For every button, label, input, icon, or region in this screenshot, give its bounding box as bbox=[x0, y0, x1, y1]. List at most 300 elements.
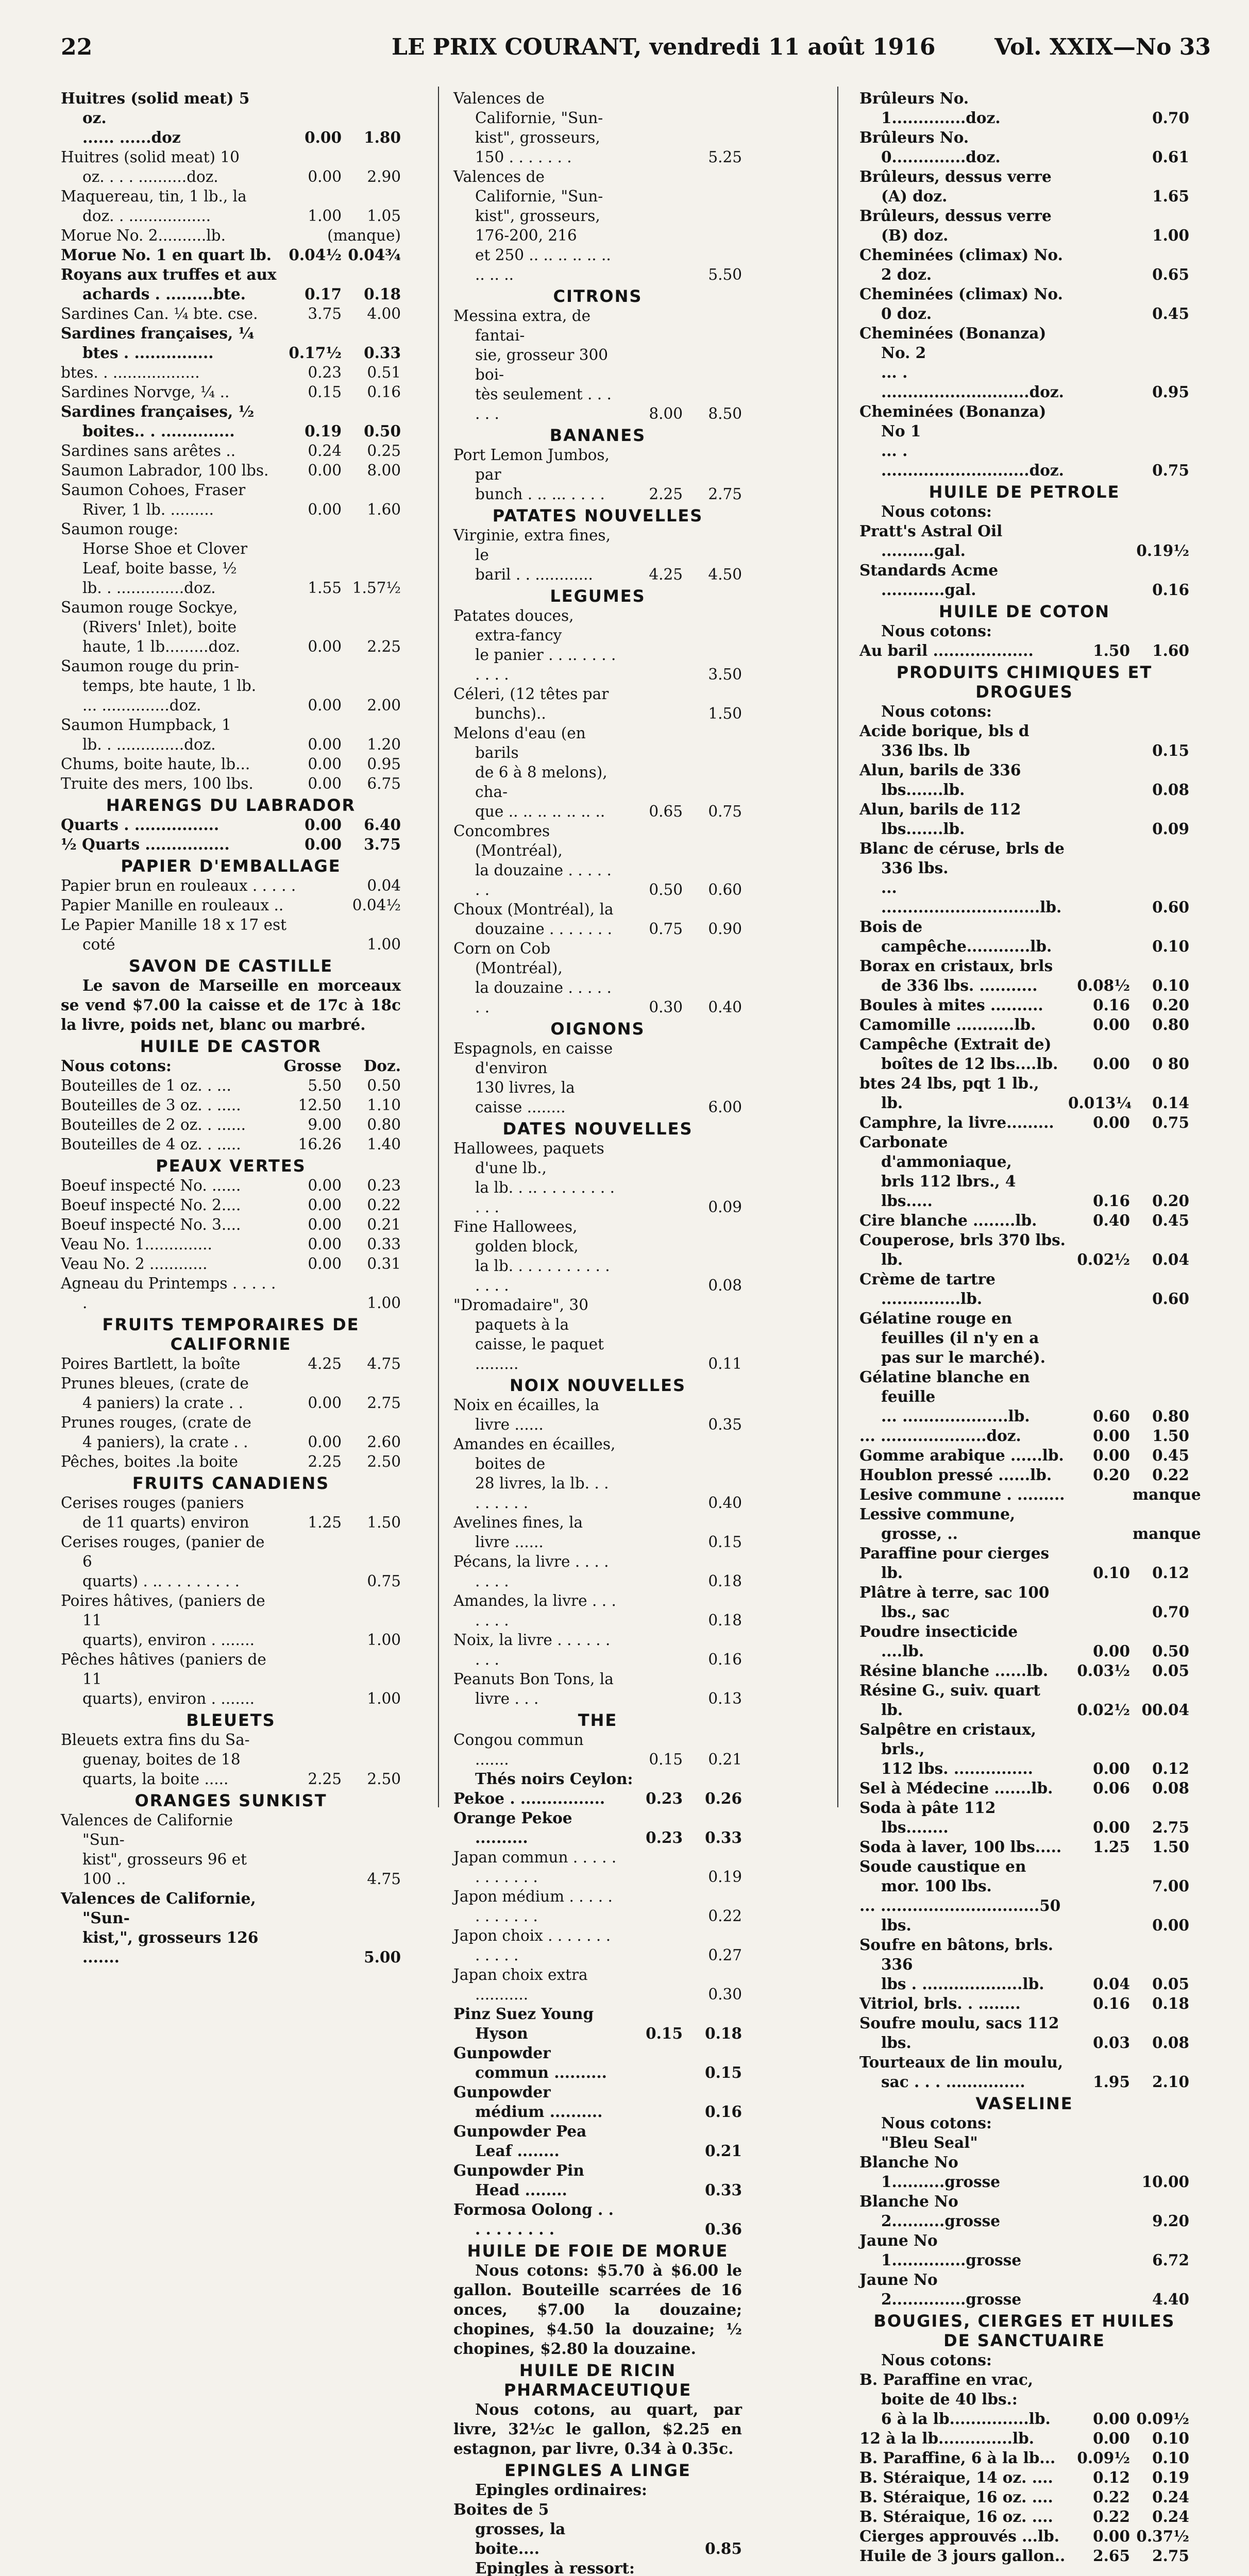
entry-description: Avelines fines, la livre ...... bbox=[453, 1514, 583, 1551]
section-heading: BLEUETS bbox=[186, 1710, 276, 1730]
price-entry bbox=[61, 1076, 401, 1095]
price-entry bbox=[859, 1935, 1189, 1994]
price-entry bbox=[859, 2468, 1189, 2487]
entry-description: B. Paraffine en vrac, boite de 40 lbs.: 6 à la lb...............lb. bbox=[859, 2370, 1051, 2428]
price-high: 0.18 bbox=[708, 1612, 742, 1629]
price-high: 0.22 bbox=[708, 1907, 742, 1925]
entry-description: Sardines Can. ¼ bte. cse. bbox=[61, 305, 258, 323]
price-entry bbox=[61, 147, 401, 187]
price-low: 0.30 bbox=[649, 998, 683, 1016]
price-low: 0.20 bbox=[1093, 1466, 1130, 1484]
entry-description: Le Papier Manille 18 x 17 est coté bbox=[61, 916, 287, 953]
price-entry bbox=[859, 284, 1189, 324]
entry-description: Résine blanche ......lb. bbox=[859, 1662, 1049, 1680]
entry-description: btes 24 lbs, pqt 1 lb., lb. bbox=[859, 1074, 1039, 1112]
entry-description: btes. . .................. bbox=[61, 364, 200, 381]
price-low: 0.00 bbox=[308, 755, 342, 773]
price-entry bbox=[61, 815, 401, 835]
price-high: Doz. bbox=[363, 1057, 401, 1075]
price-note: Nous cotons: $5.70 à $6.00 le gallon. Bouteille scarrées de 16 onces, $7.00 la douzaine; chopines, $4.50 la douzaine; ½ chopines, $2.80 la douzaine. bbox=[453, 2261, 742, 2358]
price-entry bbox=[61, 1254, 401, 1274]
price-high: 1.50 bbox=[367, 1514, 401, 1531]
price-entry bbox=[859, 1778, 1189, 1798]
entry-description: Bouteilles de 2 oz. . ...... bbox=[61, 1116, 246, 1133]
price-low: 2.65 bbox=[1093, 2547, 1130, 2565]
entry-description: Saumon Humpback, 1 lb. . ..............doz. bbox=[61, 716, 231, 753]
price-high: 0.33 bbox=[705, 1828, 742, 1846]
price-entry bbox=[453, 2161, 742, 2200]
price-high: 0.50 bbox=[364, 422, 401, 440]
entry-description: Soude caustique en mor. 100 lbs. bbox=[859, 1857, 1026, 1895]
entry-description: Huitres (solid meat) 10 oz. . . . ..........doz. bbox=[61, 148, 240, 185]
price-high: 0.33 bbox=[364, 344, 401, 362]
entry-description: Jaune No 2..............grosse bbox=[859, 2270, 1022, 2308]
price-low: 5.50 bbox=[308, 1077, 342, 1094]
column-divider bbox=[837, 87, 838, 1807]
price-high: 0.08 bbox=[1152, 781, 1189, 799]
price-high: 0.31 bbox=[367, 1255, 401, 1273]
price-low: 9.00 bbox=[308, 1116, 342, 1133]
price-high: 0.51 bbox=[367, 364, 401, 381]
price-entry bbox=[61, 324, 401, 363]
section-heading: ORANGES SUNKIST bbox=[134, 1791, 327, 1810]
entry-description: Morue No. 1 en quart lb. bbox=[61, 246, 272, 264]
price-high: 2.75 bbox=[1152, 2547, 1189, 2565]
price-entry bbox=[453, 1887, 742, 1926]
price-entry bbox=[61, 1134, 401, 1154]
price-high: 0.25 bbox=[367, 442, 401, 460]
price-entry bbox=[859, 128, 1189, 167]
entry-description: 12 à la lb..............lb. bbox=[859, 2429, 1035, 2447]
price-low: 0.00 bbox=[308, 1235, 342, 1253]
price-entry bbox=[453, 1039, 742, 1117]
entry-description: B. Paraffine, 6 à la lb... bbox=[859, 2449, 1056, 2467]
price-high: 2.75 bbox=[367, 1394, 401, 1412]
price-entry bbox=[61, 226, 401, 245]
price-low: 0.00 bbox=[308, 1394, 342, 1412]
entry-description: Bleuets extra fins du Sa- guenay, boites de 18 quarts, la boite ..... bbox=[61, 1731, 250, 1788]
entry-description: Sardines françaises, ½ boites.. . .............. bbox=[61, 402, 255, 440]
price-entry bbox=[61, 1215, 401, 1234]
price-low: 0.00 bbox=[308, 638, 342, 655]
entry-description: Saumon rouge Sockye, (Rivers' Inlet), boite haute, 1 lb.........doz. bbox=[61, 599, 241, 655]
entry-description: Brûleurs, dessus verre (A) doz. bbox=[859, 167, 1052, 205]
price-low: 1.55 bbox=[308, 579, 342, 597]
section-heading: FRUITS CANADIENS bbox=[132, 1473, 330, 1493]
price-entry bbox=[453, 821, 742, 900]
entry-description: Japan choix extra ........... bbox=[453, 1966, 588, 2003]
price-high: 0.61 bbox=[1152, 148, 1189, 166]
entry-description: Blanche No 1..........grosse bbox=[859, 2153, 1001, 2191]
price-entry bbox=[859, 995, 1189, 1015]
price-low: 0.00 bbox=[308, 501, 342, 518]
entry-description: Huile de 3 jours gallon.. bbox=[859, 2547, 1066, 2565]
entry-description: Truite des mers, 100 lbs. bbox=[61, 775, 254, 792]
price-entry bbox=[61, 1115, 401, 1134]
section-heading: PRODUITS CHIMIQUES ET DROGUES bbox=[896, 663, 1153, 702]
entry-description: Poires Bartlett, la boîte bbox=[61, 1355, 241, 1372]
price-entry bbox=[859, 1720, 1189, 1778]
price-entry bbox=[453, 1591, 742, 1630]
price-low: 1.25 bbox=[308, 1514, 342, 1531]
price-entry bbox=[61, 1354, 401, 1374]
price-entry bbox=[859, 2429, 1189, 2448]
entry-description: Gélatine blanche en feuille ... ....................lb. bbox=[859, 1368, 1030, 1425]
entry-description: Bouteilles de 3 oz. . ..... bbox=[61, 1096, 241, 1114]
price-low: 0.16 bbox=[1093, 1994, 1130, 2012]
entry-description: Gunpowder médium .......... bbox=[453, 2083, 603, 2121]
price-high: 1.65 bbox=[1152, 187, 1189, 205]
section-heading: NOIX NOUVELLES bbox=[510, 1376, 686, 1395]
price-entry bbox=[453, 1789, 742, 1808]
price-high: 0.22 bbox=[1152, 1466, 1189, 1484]
price-high: 0.60 bbox=[1152, 1290, 1189, 1308]
subheading: Nous cotons: bbox=[881, 2351, 992, 2369]
entry-description: Pêches, boites .la boite bbox=[61, 1453, 238, 1470]
price-high: 6.72 bbox=[1152, 2251, 1189, 2269]
price-high: 1.57½ bbox=[352, 579, 401, 597]
price-high: 0.16 bbox=[705, 2103, 742, 2121]
price-entry bbox=[61, 265, 401, 304]
price-entry bbox=[453, 1552, 742, 1591]
entry-description: Jaune No 1..............grosse bbox=[859, 2231, 1022, 2269]
price-high: 1.10 bbox=[367, 1096, 401, 1114]
price-low: 0.22 bbox=[1093, 2488, 1130, 2506]
entry-description: Maquereau, tin, 1 lb., la doz. . ................. bbox=[61, 188, 247, 225]
entry-description: Bois de campêche............lb. bbox=[859, 918, 1052, 955]
entry-description: Camphre, la livre......... bbox=[859, 1113, 1054, 1131]
price-high: 0.15 bbox=[1152, 741, 1189, 759]
price-high: 0.85 bbox=[705, 2539, 742, 2557]
entry-description: Cheminées (climax) No. 0 doz. bbox=[859, 285, 1063, 323]
entry-description: Prunes rouges, (crate de 4 paniers), la crate . . bbox=[61, 1414, 251, 1451]
entry-description: Orange Pekoe .......... bbox=[453, 1809, 572, 1846]
section-heading: PAPIER D'EMBALLAGE bbox=[121, 856, 341, 876]
entry-description: ... ..............................50 lbs. bbox=[859, 1896, 1061, 1934]
entry-description: Sel à Médecine .......lb. bbox=[859, 1779, 1053, 1797]
price-high: 0.65 bbox=[1152, 265, 1189, 283]
price-high: 4.40 bbox=[1152, 2290, 1189, 2308]
price-low: 0.02½ bbox=[1077, 1250, 1130, 1268]
price-entry bbox=[453, 306, 742, 423]
price-entry bbox=[61, 519, 401, 598]
entry-description: Céleri, (12 têtes par bunchs).. bbox=[453, 685, 609, 722]
price-high: 1.05 bbox=[367, 207, 401, 225]
price-high: 0.33 bbox=[705, 2181, 742, 2199]
price-entry bbox=[453, 939, 742, 1017]
price-entry bbox=[61, 715, 401, 754]
price-low: 16.26 bbox=[298, 1136, 342, 1153]
column-divider bbox=[438, 87, 439, 1807]
price-entry bbox=[453, 2082, 742, 2122]
price-high: 2.50 bbox=[367, 1770, 401, 1788]
price-low: (manque) bbox=[327, 227, 401, 244]
price-high: 00.04 bbox=[1141, 1701, 1189, 1719]
price-low: 0.23 bbox=[308, 364, 342, 381]
entry-description: Sardines françaises, ¼ btes . ............... bbox=[61, 324, 255, 362]
entry-description: Soda à laver, 100 lbs..... bbox=[859, 1838, 1062, 1856]
price-low: 0.00 bbox=[1093, 2410, 1130, 2428]
price-high: 1.50 bbox=[708, 705, 742, 722]
price-high: 0.75 bbox=[708, 803, 742, 820]
entry-description: Nous cotons: bbox=[61, 1057, 172, 1075]
price-entry bbox=[859, 1015, 1189, 1035]
price-entry bbox=[61, 876, 401, 895]
price-low: 0.19 bbox=[305, 422, 342, 440]
section-heading: CITRONS bbox=[553, 286, 643, 306]
entry-description: Gomme arabique ......lb. bbox=[859, 1446, 1064, 1464]
price-high: 0.21 bbox=[705, 2142, 742, 2160]
price-entry bbox=[453, 89, 742, 167]
price-low: 0.15 bbox=[649, 1751, 683, 1768]
section-heading: PATATES NOUVELLES bbox=[492, 506, 703, 526]
price-entry bbox=[61, 1095, 401, 1115]
price-high: 10.00 bbox=[1141, 2173, 1189, 2191]
page-title: LE PRIX COURANT, vendredi 11 août 1916 bbox=[392, 34, 936, 60]
entry-description: Campêche (Extrait de) boîtes de 12 lbs....lb. bbox=[859, 1035, 1058, 1073]
entry-description: Cheminées (climax) No. 2 doz. bbox=[859, 246, 1063, 283]
price-entry bbox=[859, 2546, 1189, 2566]
price-entry bbox=[61, 1650, 401, 1708]
price-low: 0.00 bbox=[308, 697, 342, 714]
price-low: 0.09½ bbox=[1077, 2449, 1130, 2467]
price-high: 0.80 bbox=[367, 1116, 401, 1133]
price-entry bbox=[61, 304, 401, 324]
price-high: 0.60 bbox=[708, 881, 742, 899]
price-high: 0.75 bbox=[367, 1572, 401, 1590]
subheading: Nous cotons: bbox=[881, 2114, 992, 2132]
price-high: 0.09½ bbox=[1136, 2410, 1189, 2428]
price-entry bbox=[859, 1230, 1189, 1269]
entry-description: Boeuf inspecté No. 2.... bbox=[61, 1196, 241, 1214]
price-entry bbox=[859, 521, 1189, 561]
price-entry bbox=[453, 526, 742, 584]
price-high: 0.10 bbox=[1152, 2429, 1189, 2447]
price-high: 0.19 bbox=[1152, 2468, 1189, 2486]
price-entry bbox=[61, 1176, 401, 1195]
price-high: 0.20 bbox=[1152, 1192, 1189, 1210]
entry-description: Port Lemon Jumbos, par bunch . .. ... . . . . bbox=[453, 446, 610, 503]
price-high: 0.18 bbox=[708, 1572, 742, 1590]
price-low: 1.95 bbox=[1093, 2073, 1130, 2091]
price-high: 0.04¾ bbox=[348, 246, 401, 264]
entry-description: Borax en cristaux, brls de 336 lbs. ........... bbox=[859, 957, 1053, 994]
price-entry bbox=[61, 1413, 401, 1452]
price-entry bbox=[453, 900, 742, 939]
price-entry bbox=[61, 1493, 401, 1532]
price-entry bbox=[859, 2192, 1189, 2231]
price-entry bbox=[859, 1446, 1189, 1465]
section-heading: HARENGS DU LABRADOR bbox=[106, 795, 356, 815]
entry-description: Paraffine pour cierges lb. bbox=[859, 1544, 1050, 1582]
entry-description: Houblon pressé ......lb. bbox=[859, 1466, 1052, 1484]
section-heading: BANANES bbox=[549, 426, 646, 445]
price-low: 0.00 bbox=[1093, 1055, 1130, 1073]
price-low: 0.00 bbox=[1093, 1015, 1130, 1033]
entry-description: Pekoe . ................ bbox=[453, 1789, 605, 1807]
price-high: 0.40 bbox=[708, 998, 742, 1016]
price-entry bbox=[61, 480, 401, 519]
section-heading: BOUGIES, CIERGES ET HUILES DE SANCTUAIRE bbox=[873, 2311, 1175, 2350]
price-column-right bbox=[859, 89, 1201, 2566]
price-low: 0.00 bbox=[1093, 1759, 1130, 1777]
price-entry bbox=[859, 2527, 1189, 2546]
page-header bbox=[57, 34, 1211, 70]
price-entry bbox=[453, 1669, 742, 1708]
entry-description: B. Stéraique, 16 oz. .... bbox=[859, 2488, 1053, 2506]
price-high: 0.45 bbox=[1152, 1211, 1189, 1229]
price-entry bbox=[859, 1035, 1189, 1074]
entry-description: B. Stéraique, 14 oz. .... bbox=[859, 2468, 1053, 2486]
price-low: 0.04 bbox=[367, 877, 401, 894]
section-heading: HUILE DE FOIE DE MORUE bbox=[467, 2241, 729, 2261]
price-high: 0.45 bbox=[1152, 304, 1189, 323]
section-heading: HUILE DE CASTOR bbox=[140, 1037, 322, 1056]
price-high: 0.05 bbox=[1152, 1662, 1189, 1680]
price-entry bbox=[453, 2043, 742, 2082]
price-low: 4.25 bbox=[649, 566, 683, 583]
entry-description: "Dromadaire", 30 paquets à la caisse, le paquet ......... bbox=[453, 1296, 604, 1372]
price-low: 0.15 bbox=[646, 2024, 683, 2042]
price-entry bbox=[61, 363, 401, 382]
section-heading: DATES NOUVELLES bbox=[502, 1119, 693, 1139]
entry-description: Brûleurs No. 0..............doz. bbox=[859, 128, 1001, 166]
price-low: 4.25 bbox=[308, 1355, 342, 1372]
entry-description: Cerises rouges (paniers de 11 quarts) environ bbox=[61, 1494, 249, 1531]
entry-description: Valences de Californie, "Sun- kist", grosseurs, 176-200, 216 et 250 .. .. .. .. .. .. .. .. .. bbox=[453, 168, 611, 283]
price-low: 1.25 bbox=[1093, 1838, 1130, 1856]
entry-description: Bouteilles de 1 oz. . ... bbox=[61, 1077, 231, 1094]
price-entry bbox=[859, 2448, 1189, 2468]
price-high: 6.00 bbox=[708, 1098, 742, 1116]
price-high: 0.12 bbox=[1152, 1759, 1189, 1777]
entry-description: Espagnols, en caisse d'environ 130 livres, la caisse ........ bbox=[453, 1040, 613, 1116]
price-low: 1.50 bbox=[1093, 641, 1130, 659]
price-column-middle bbox=[453, 89, 742, 2576]
entry-description: Choux (Montréal), la douzaine . . . . . . . bbox=[453, 901, 614, 938]
price-entry bbox=[61, 89, 401, 147]
price-high: 3.50 bbox=[708, 666, 742, 683]
entry-description: Soufre moulu, sacs 112 lbs. bbox=[859, 2014, 1059, 2052]
price-high: 0.80 bbox=[1152, 1015, 1189, 1033]
price-entry bbox=[859, 800, 1189, 839]
price-entry bbox=[61, 1591, 401, 1650]
price-low: 0.00 bbox=[308, 1196, 342, 1214]
price-high: 0.16 bbox=[708, 1651, 742, 1668]
price-low: 0.00 bbox=[305, 816, 342, 834]
entry-description: Amandes, la livre . . . . . . . bbox=[453, 1592, 616, 1629]
entry-description: Cheminées (Bonanza) No 1 ... . ............................doz. bbox=[859, 402, 1064, 479]
price-entry bbox=[61, 1889, 401, 1967]
price-entry bbox=[61, 1532, 401, 1591]
price-entry bbox=[61, 915, 401, 954]
price-high: 0.95 bbox=[367, 755, 401, 773]
price-entry bbox=[859, 956, 1189, 995]
entry-description: Saumon Labrador, 100 lbs. bbox=[61, 462, 269, 479]
subheading: Epingles à ressort: bbox=[475, 2559, 635, 2576]
price-low: 2.25 bbox=[308, 1770, 342, 1788]
price-high: 2.00 bbox=[367, 697, 401, 714]
price-high: manque bbox=[1133, 1524, 1201, 1543]
price-high: 0.00 bbox=[1152, 1916, 1189, 1934]
price-entry bbox=[859, 2153, 1189, 2192]
price-high: 1.20 bbox=[367, 736, 401, 753]
entry-description: Japan commun . . . . . . . . . . . . bbox=[453, 1849, 617, 1886]
entry-description: Blanc de céruse, brls de 336 lbs. ... ..............................lb. bbox=[859, 839, 1065, 916]
price-entry bbox=[859, 167, 1189, 206]
price-high: 2.75 bbox=[1152, 1818, 1189, 1836]
price-high: 5.00 bbox=[364, 1948, 401, 1966]
entry-description: Morue No. 2..........lb. bbox=[61, 227, 226, 244]
price-entry bbox=[859, 641, 1189, 660]
price-high: 1.00 bbox=[1152, 226, 1189, 244]
price-high: 4.75 bbox=[367, 1870, 401, 1888]
entry-description: Cierges approuvés ...lb. bbox=[859, 2527, 1060, 2545]
section-heading: OIGNONS bbox=[550, 1019, 645, 1039]
entry-description: Patates douces, extra-fancy le panier . . .. . . . . . . . . bbox=[453, 607, 616, 683]
entry-description: Gunpowder Pea Leaf ........ bbox=[453, 2122, 587, 2160]
entry-description: Saumon rouge: Horse Shoe et Clover Leaf, boite basse, ½ lb. . ..............doz. bbox=[61, 520, 248, 597]
price-entry bbox=[859, 561, 1189, 600]
price-high: 0.21 bbox=[708, 1751, 742, 1768]
price-high: 0.75 bbox=[1152, 1113, 1189, 1131]
entry-description: B. Stéraique, 16 oz. .... bbox=[859, 2507, 1053, 2526]
price-low: 0.00 bbox=[308, 1255, 342, 1273]
section-heading: HUILE DE COTON bbox=[938, 602, 1110, 621]
entry-description: Gunpowder commun .......... bbox=[453, 2044, 607, 2081]
price-low: 0.00 bbox=[1093, 1446, 1130, 1464]
price-entry bbox=[859, 839, 1189, 917]
price-entry bbox=[61, 1452, 401, 1471]
price-entry bbox=[859, 1211, 1189, 1230]
price-high: 3.75 bbox=[364, 835, 401, 853]
price-entry bbox=[61, 774, 401, 793]
price-high: 1.60 bbox=[1152, 641, 1189, 659]
entry-description: Couperose, brls 370 lbs. lb. bbox=[859, 1231, 1066, 1268]
price-entry bbox=[859, 1544, 1189, 1583]
price-high: 4.00 bbox=[367, 305, 401, 323]
price-entry bbox=[859, 402, 1189, 480]
price-entry bbox=[859, 2013, 1189, 2053]
entry-description: Veau No. 1.............. bbox=[61, 1235, 212, 1253]
price-high: 1.50 bbox=[1152, 1427, 1189, 1445]
price-low: 0.00 bbox=[1093, 1642, 1130, 1660]
price-high: 0.10 bbox=[1152, 976, 1189, 994]
price-entry bbox=[859, 721, 1189, 760]
section-heading: LEGUMES bbox=[550, 586, 646, 606]
entry-description: Concombres (Montréal), la douzaine . . . . . . . bbox=[453, 822, 612, 899]
price-entry bbox=[453, 2122, 742, 2161]
price-entry bbox=[859, 1681, 1189, 1720]
price-high: 0.08 bbox=[708, 1277, 742, 1294]
price-entry bbox=[453, 723, 742, 821]
entry-description: Papier brun en rouleaux . . . . . bbox=[61, 877, 296, 894]
price-entry bbox=[61, 656, 401, 715]
price-low: 0.60 bbox=[1093, 1407, 1130, 1425]
price-high: 1.40 bbox=[367, 1136, 401, 1153]
price-entry bbox=[859, 760, 1189, 800]
entry-description: Messina extra, de fantai- sie, grosseur 300 boi- tès seulement . . . . . . bbox=[453, 307, 612, 422]
price-entry bbox=[859, 1113, 1189, 1132]
price-low: 0.00 bbox=[305, 128, 342, 146]
entry-description: Noix en écailles, la livre ...... bbox=[453, 1396, 600, 1433]
entry-description: Boeuf inspecté No. 3.... bbox=[61, 1216, 241, 1233]
price-entry bbox=[61, 895, 401, 915]
entry-description: Salpêtre en cristaux, brls., 112 lbs. ............... bbox=[859, 1720, 1037, 1777]
entry-description: Peanuts Bon Tons, la livre . . . bbox=[453, 1670, 614, 1707]
entry-description: Melons d'eau (en barils de 6 à 8 melons), cha- que .. .. .. .. .. .. .. bbox=[453, 724, 607, 820]
subheading: Thés noirs Ceylon: bbox=[475, 1770, 633, 1788]
